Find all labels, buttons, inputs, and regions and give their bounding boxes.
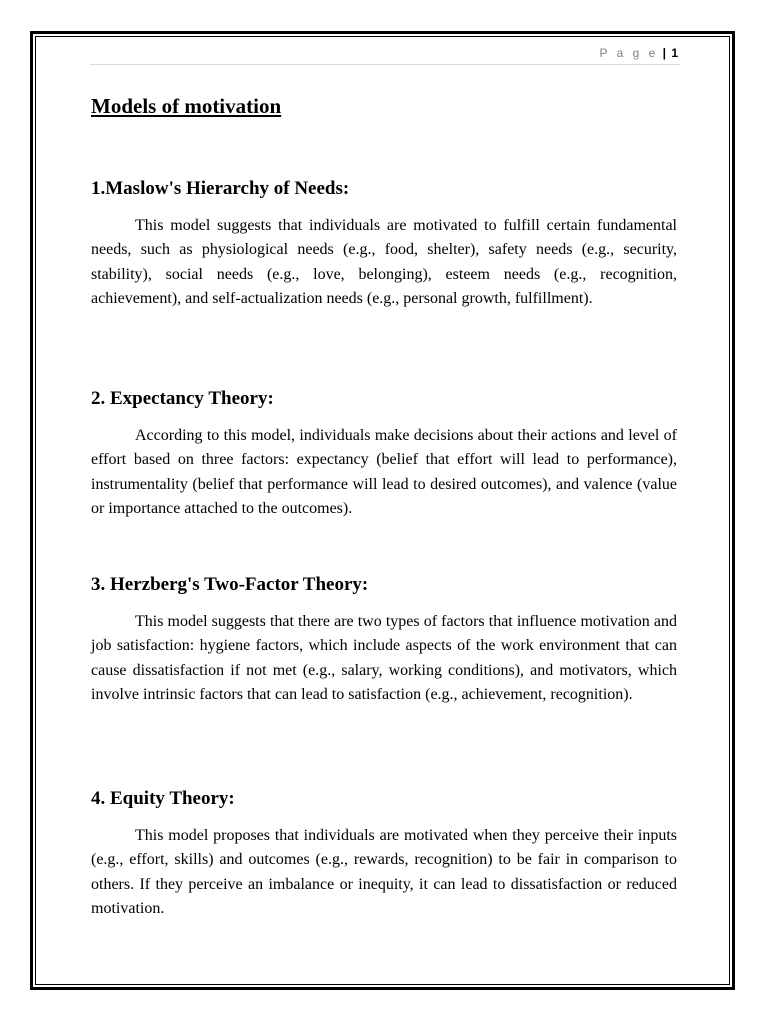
section-heading-equity: 4. Equity Theory: xyxy=(91,788,235,809)
page-number-indicator xyxy=(599,46,678,60)
section-body-herzberg: This model suggests that there are two types of factors that influence motivation and job satisfaction: hygiene factors, which include aspects of the work environment that can cause dissatisfaction if not met (e.g., salary, working conditions), and motivators, which involve intrinsic factors that can lead to satisfaction (e.g., achievement, recognition). xyxy=(91,613,677,703)
section-heading-herzberg: 3. Herzberg's Two-Factor Theory: xyxy=(91,574,369,595)
section-heading-maslow: 1.Maslow's Hierarchy of Needs: xyxy=(91,178,350,199)
document-title: Models of motivation xyxy=(91,94,282,118)
page-header xyxy=(90,44,680,65)
page-label: P a g e xyxy=(599,46,659,60)
page-number: 1 xyxy=(671,46,678,60)
section-body-equity: This model proposes that individuals are motivated when they perceive their inputs (e.g., effort, skills) and outcomes (e.g., rewards, recognition) to be fair in comparison to others. If they perceive an imbalance or inequity, it can lead to dissatisfaction or reduced motivation. xyxy=(91,827,677,917)
section-heading-expectancy: 2. Expectancy Theory: xyxy=(91,388,274,409)
section-body-expectancy: According to this model, individuals make decisions about their actions and level of effort based on three factors: expectancy (belief that effort will lead to performance), instrumentality (belief that performance will lead to desired outcomes), and valence (value or importance attached to the outcomes). xyxy=(91,427,677,517)
section-body-maslow: This model suggests that individuals are motivated to fulfill certain fundamental needs, such as physiological needs (e.g., food, shelter), safety needs (e.g., security, stability), social needs (e.g., love, belonging), esteem needs (e.g., recognition, achievement), and self-actualization needs (e.g., personal growth, fulfillment). xyxy=(91,217,677,307)
page-separator: | xyxy=(662,46,666,60)
